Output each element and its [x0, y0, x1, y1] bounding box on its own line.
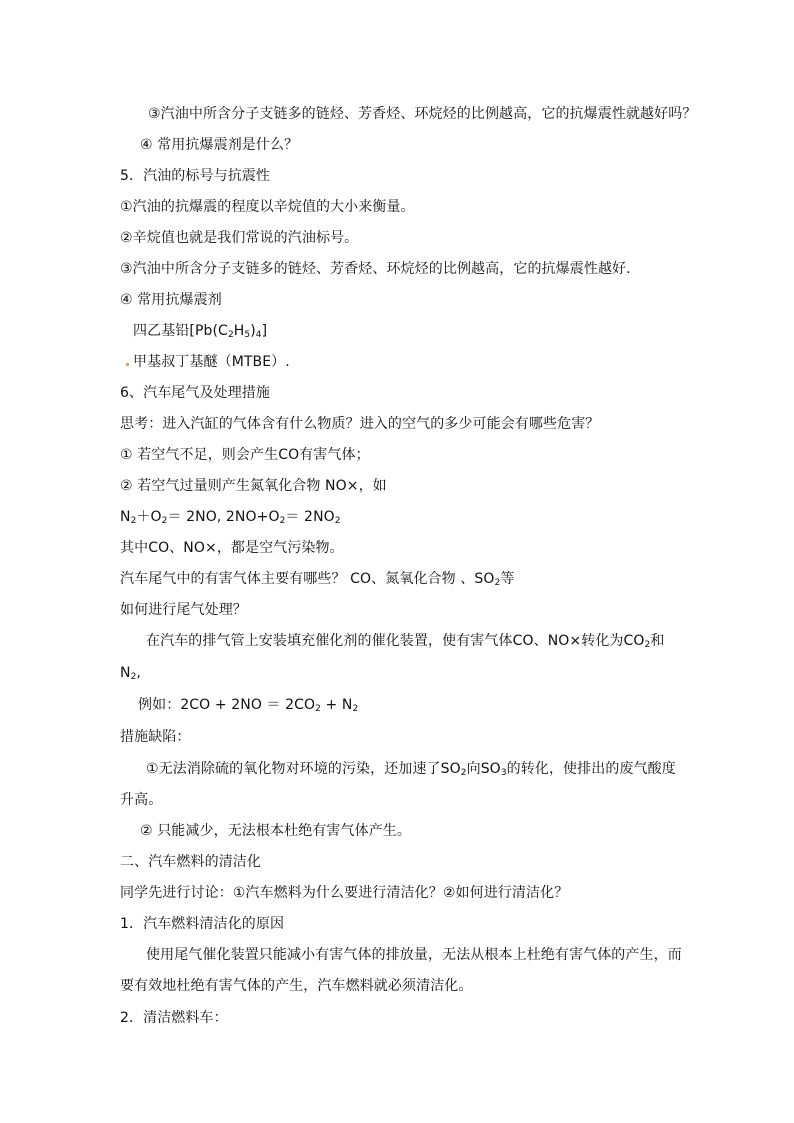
paragraph-air-excess: ② 若空气过量则产生氮氧化合物 NO×，如	[120, 478, 387, 494]
subheading-reason: 1．汽车燃料清洁化的原因	[120, 916, 285, 932]
paragraph-harmful-gases: 汽车尾气中的有害气体主要有哪些？ CO、氮氧化合物 、$SO_2$等	[120, 571, 515, 588]
section-heading-5: 5．汽油的标号与抗震性	[120, 168, 271, 184]
formula-tetraethyl-lead: 四乙基铅$[Pb(C_2H_5)_4]$	[133, 323, 268, 340]
paragraph-defect-1: ①无法消除硫的氧化物对环境的污染，还加速了$SO_2$向$SO_3$的转化，使排出的废气酸度	[146, 761, 676, 778]
paragraph-defects: 措施缺陷：	[120, 729, 191, 745]
paragraph-defect-2: ② 只能减少，无法根本杜绝有害气体产生。	[140, 823, 411, 839]
paragraph-think: 思考：进入汽缸的气体含有什么物质？进入的空气的多少可能会有哪些危害？	[120, 416, 600, 432]
paragraph-reason-1: 使用尾气催化装置只能减小有害气体的排放量，无法从根本上杜绝有害气体的产生，而	[146, 947, 682, 963]
equation-nox: $N_2+O_2= 2NO$, $2NO+O_2= 2NO_2$	[120, 509, 341, 526]
paragraph-reason-2: 要有效地杜绝有害气体的产生，汽车燃料就必须清洁化。	[120, 978, 473, 994]
section-heading-6: 6、汽车尾气及处理措施	[120, 385, 271, 401]
paragraph-defect-1-cont: 升高。	[120, 792, 163, 808]
paragraph-antiknock: ④ 常用抗爆震剂	[120, 292, 222, 308]
subheading-clean-fuel-car: 2．清洁燃料车：	[120, 1010, 228, 1026]
equation-example: 例如：$2CO + 2NO = 2CO_2 + N_2$	[138, 697, 359, 714]
paragraph-n2: $N_2$,	[120, 665, 141, 682]
paragraph-mtbe: 甲基叔丁基醚（MTBE）.	[133, 354, 290, 370]
paragraph-octane-3: ③汽油中所含分子支链多的链烃、芳香烃、环烷烃的比例越高，它的抗爆震性越好.	[120, 261, 631, 277]
paragraph-how-treat: 如何进行尾气处理？	[120, 602, 247, 618]
paragraph-catalyst: 在汽车的排气管上安装填充催化剂的催化装置，使有害气体CO、NO×转化为$CO_2$和	[146, 633, 665, 650]
paragraph-octane-2: ②辛烷值也就是我们常说的汽油标号。	[120, 230, 359, 246]
section-heading-2: 二、汽车燃料的清洁化	[120, 854, 261, 870]
paragraph-octane-1: ①汽油的抗爆震的程度以辛烷值的大小来衡量。	[120, 199, 415, 215]
question-line-4: ④ 常用抗爆震剂是什么？	[140, 137, 299, 153]
question-line-3: ③汽油中所含分子支链多的链烃、芳香烃、环烷烃的比例越高，它的抗爆震性就越好吗？	[148, 106, 697, 122]
paragraph-discussion: 同学先进行讨论：①汽车燃料为什么要进行清洁化？②如何进行清洁化？	[120, 885, 569, 901]
stray-mark	[126, 363, 129, 366]
paragraph-air-insufficient: ① 若空气不足，则会产生CO有害气体；	[120, 447, 370, 463]
paragraph-pollutants: 其中CO、NO×，都是空气污染物。	[120, 540, 344, 556]
